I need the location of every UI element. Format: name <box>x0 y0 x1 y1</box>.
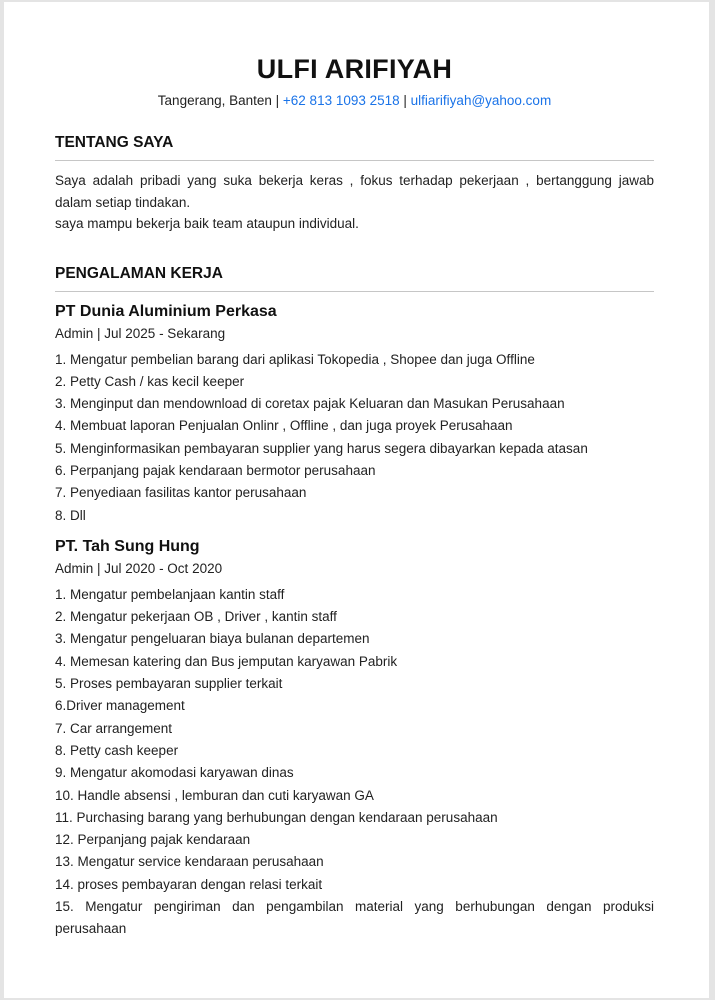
duty-item: 1. Mengatur pembelanjaan kantin staff <box>55 586 285 602</box>
duty-item: 5. Proses pembayaran supplier terkait <box>55 676 283 692</box>
job-entry <box>55 537 654 941</box>
duty-item: 10. Handle absensi , lemburan dan cuti karyawan GA <box>55 787 374 803</box>
resume-page <box>4 2 709 998</box>
duty-item: 5. Menginformasikan pembayaran supplier yang harus segera dibayarkan kepada atasan <box>55 440 588 456</box>
duty-item: 14. proses pembayaran dengan relasi terkait <box>55 876 323 892</box>
duties-list <box>55 349 654 527</box>
duty-item: 8. Petty cash keeper <box>55 742 179 758</box>
duty-item: 7. Penyediaan fasilitas kantor perusahaan <box>55 485 307 501</box>
job-role-period: Admin | Jul 2020 - Oct 2020 <box>55 560 223 576</box>
email-link[interactable]: ulfiarifiyah@yahoo.com <box>410 93 552 108</box>
duty-item: 1. Mengatur pembelian barang dari aplikasi Tokopedia , Shopee dan juga Offline <box>55 351 535 367</box>
duty-item: 3. Menginput dan mendownload di coretax pajak Keluaran dan Masukan Perusahaan <box>55 396 565 412</box>
phone-link[interactable]: +62 813 1093 2518 <box>282 93 400 108</box>
about-paragraph: Saya adalah pribadi yang suka bekerja keras , fokus terhadap pekerjaan , bertanggung jawab dalam setiap tindakan. <box>55 173 654 210</box>
separator: | <box>271 93 283 108</box>
company-name: PT Dunia Aluminium Perkasa <box>55 302 277 320</box>
contact-line <box>55 92 654 110</box>
duty-item: 4. Memesan katering dan Bus jemputan karyawan Pabrik <box>55 653 398 669</box>
job-role-period: Admin | Jul 2025 - Sekarang <box>55 325 226 341</box>
duty-item: 7. Car arrangement <box>55 720 173 736</box>
duty-item: 15. Mengatur pengiriman dan pengambilan material yang berhubungan dengan produksi perusahaan <box>55 899 654 937</box>
duty-item: 4. Membuat laporan Penjualan Onlinr , Offline , dan juga proyek Perusahaan <box>55 418 513 434</box>
location: Tangerang, Banten <box>157 93 272 108</box>
job-entry <box>55 302 654 527</box>
duty-item: 6. Perpanjang pajak kendaraan bermotor perusahaan <box>55 462 376 478</box>
duty-item: 13. Mengatur service kendaraan perusahaan <box>55 854 324 870</box>
duties-list <box>55 584 654 941</box>
company-name: PT. Tah Sung Hung <box>55 537 200 555</box>
about-paragraph: saya mampu bekerja baik team ataupun individual. <box>55 216 359 231</box>
duty-item: 3. Mengatur pengeluaran biaya bulanan departemen <box>55 631 370 647</box>
section-title-about: TENTANG SAYA <box>55 133 654 161</box>
section-title-experience: PENGALAMAN KERJA <box>55 264 654 292</box>
duty-item: 2. Mengatur pekerjaan OB , Driver , kantin staff <box>55 609 337 625</box>
duty-item: 12. Perpanjang pajak kendaraan <box>55 832 251 848</box>
duty-item: 8. Dll <box>55 507 86 523</box>
about-text <box>55 170 654 235</box>
separator: | <box>399 93 411 108</box>
duty-item: 6.Driver management <box>55 698 185 714</box>
duty-item: 11. Purchasing barang yang berhubungan dengan kendaraan perusahaan <box>55 809 498 825</box>
duty-item: 2. Petty Cash / kas kecil keeper <box>55 373 245 389</box>
resume-name: ULFI ARIFIYAH <box>256 54 453 84</box>
duty-item: 9. Mengatur akomodasi karyawan dinas <box>55 765 294 781</box>
